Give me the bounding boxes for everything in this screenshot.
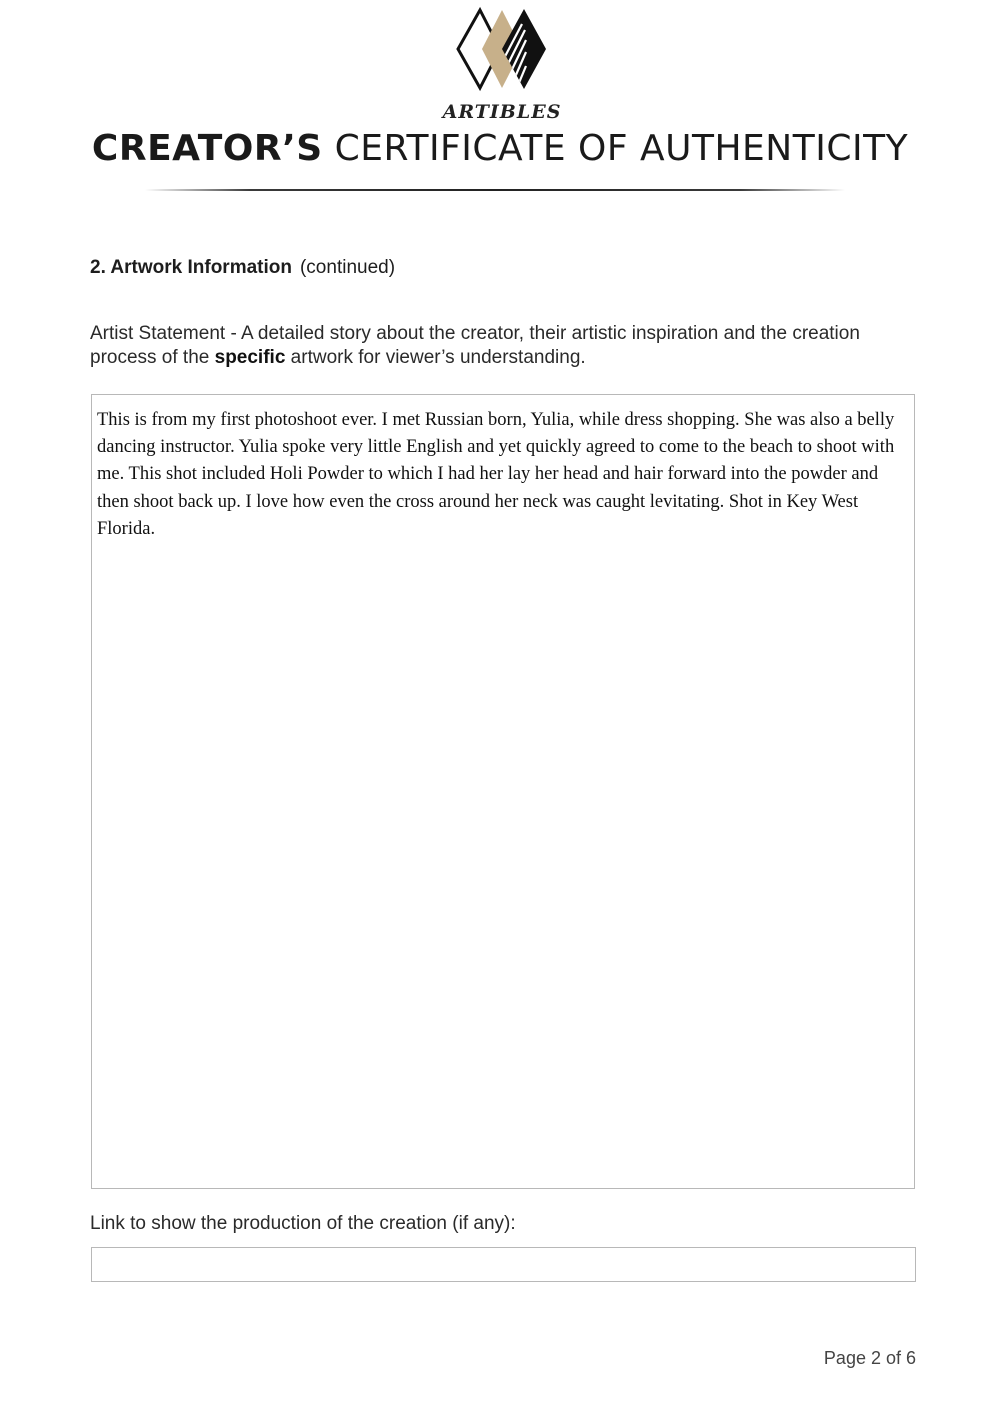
page-number: Page 2 of 6 <box>823 1348 916 1368</box>
artist-statement-prompt <box>90 322 920 370</box>
artibles-logo-mark <box>442 4 562 128</box>
prompt-emphasis: specific <box>214 347 286 368</box>
header-divider <box>145 189 845 191</box>
production-link-label: Link to show the production of the creation (if any): <box>90 1213 516 1234</box>
title-bold: CREATOR’S <box>91 128 323 169</box>
section-title: 2. Artwork Information <box>90 257 292 278</box>
title-rest: CERTIFICATE OF AUTHENTICITY <box>334 128 909 169</box>
artist-statement-field[interactable] <box>91 394 915 1189</box>
logo-wordmark: ARTIBLES <box>442 101 562 123</box>
certificate-title <box>0 128 1000 169</box>
section-suffix: (continued) <box>299 257 396 278</box>
production-link-field[interactable] <box>91 1247 916 1282</box>
prompt-text-before: Artist Statement - A detailed story about the creator, their artistic inspiration and the creation process of the <box>90 323 860 368</box>
artibles-logo <box>442 4 562 128</box>
artist-statement-text: This is from my first photoshoot ever. I met Russian born, Yulia, while dress shopping. She was also a belly dancing instructor. Yulia spoke very little English and yet quickly agreed to come to the beach to shoot with me. This shot included Holi Powder to which I had her lay her head and hair forward into the powder and then shoot back up. I love how even the cross around her neck was caught levitating. Shot in Key West Florida. <box>97 410 895 539</box>
prompt-text-after: artwork for viewer’s understanding. <box>285 347 586 368</box>
section-heading <box>90 257 395 279</box>
